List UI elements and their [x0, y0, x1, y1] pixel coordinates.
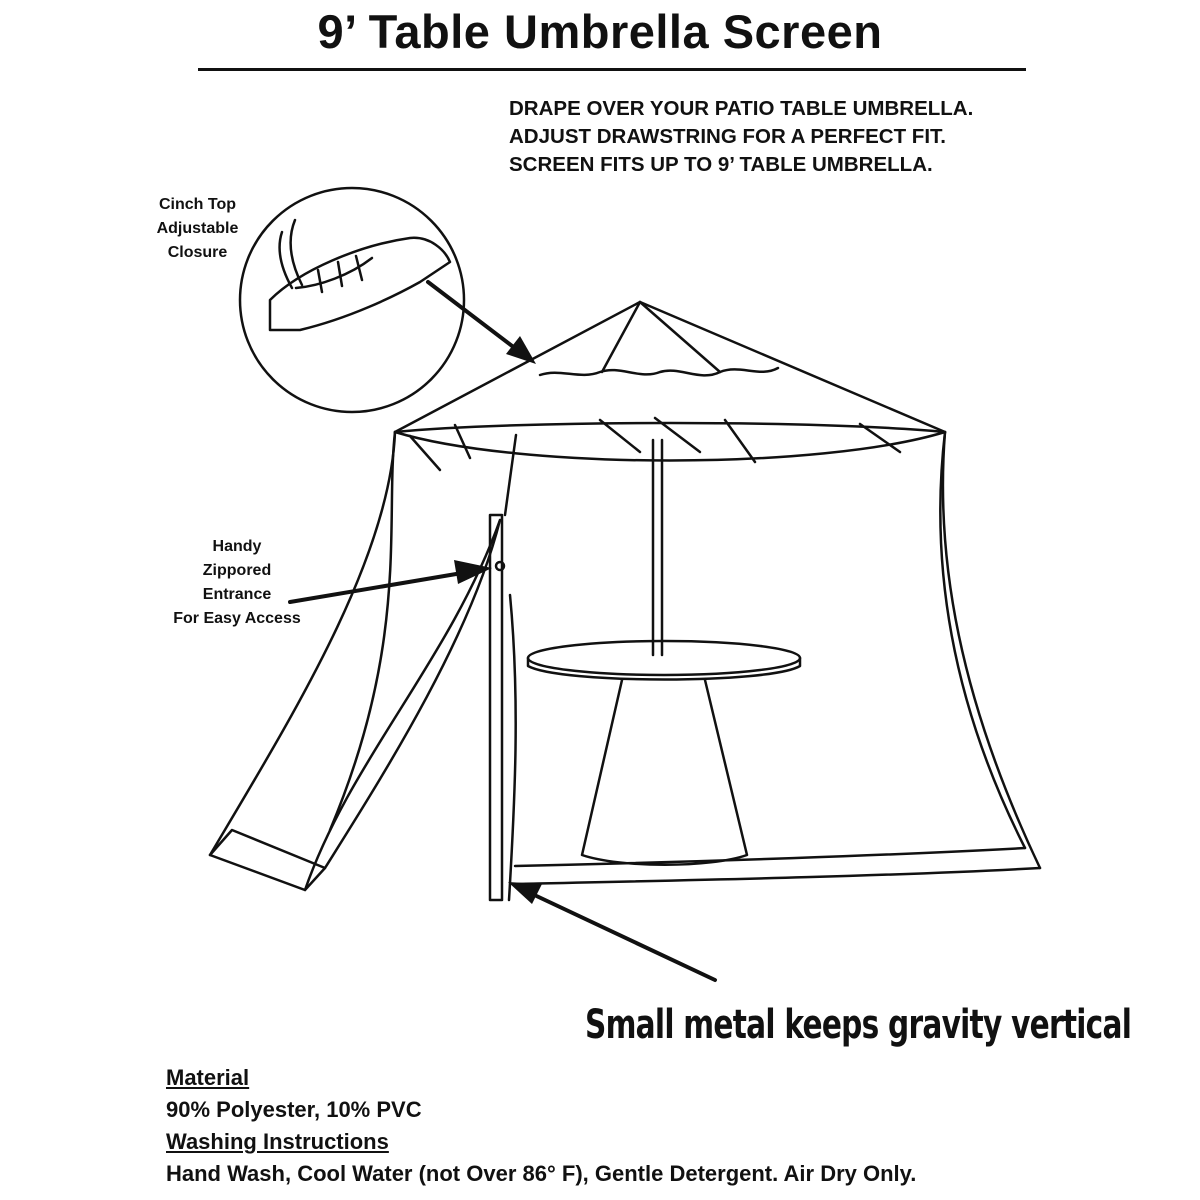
umbrella-pole-icon [653, 440, 662, 655]
instruction-line: DRAPE OVER YOUR PATIO TABLE UMBRELLA. [509, 97, 974, 120]
instruction-line: SCREEN FITS UP TO 9’ TABLE UMBRELLA. [509, 153, 933, 176]
patio-table-icon [528, 641, 800, 865]
cinch-top-label: Cinch Top Adjustable Closure [156, 196, 239, 261]
washing-value: Hand Wash, Cool Water (not Over 86° F), Gentle Detergent. Air Dry Only. [166, 1161, 917, 1186]
material-heading: Material [166, 1065, 250, 1090]
umbrella-canopy-icon [395, 302, 945, 470]
product-info [166, 1062, 916, 1190]
instruction-line: ADJUST DRAWSTRING FOR A PERFECT FIT. [509, 125, 946, 148]
weight-arrow-icon [508, 882, 715, 980]
mesh-screen-icon [210, 432, 1040, 900]
cinch-top-detail-icon [240, 188, 464, 412]
zipper-arrow-icon [290, 560, 504, 602]
cinch-arrow-icon [428, 282, 536, 364]
page-title: 9’ Table Umbrella Screen [317, 5, 883, 58]
metal-weight-label: Small metal keeps gravity vertical [585, 1002, 1132, 1048]
zippered-entrance-label: Handy Zippored Entrance For Easy Access [173, 538, 301, 627]
material-value: 90% Polyester, 10% PVC [166, 1097, 422, 1122]
washing-heading: Washing Instructions [166, 1129, 389, 1154]
